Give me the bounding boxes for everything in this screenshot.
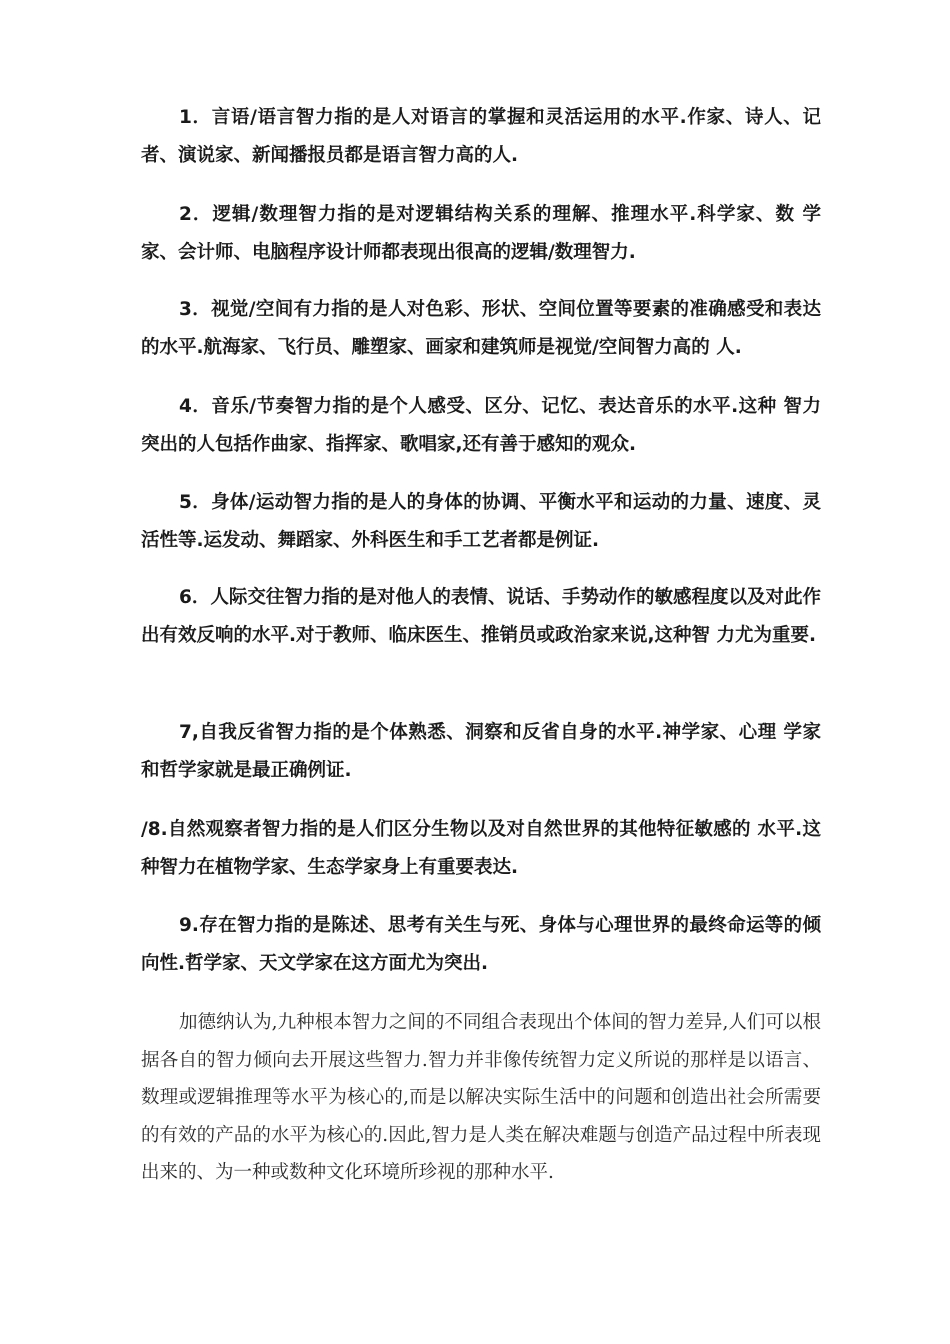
paragraph-interpersonal-intelligence: 6．人际交往智力指的是对他人的表情、说话、手势动作的敏感程度以及对此作出有效反响的水平.对于教师、临床医生、推销员或政治家来说,这种智 力尤为重要. (141, 587, 821, 646)
paragraph-bodily-kinesthetic-intelligence: 5．身体/运动智力指的是人的身体的协调、平衡水平和运动的力量、速度、灵活性等.运发动、舞蹈家、外科医生和手工艺者都是例证. (141, 492, 821, 551)
paragraph-musical-intelligence: 4．音乐/节奏智力指的是个人感受、区分、记忆、表达音乐的水平.这种 智力突出的人包括作曲家、指挥家、歌唱家,还有善于感知的观众. (141, 396, 821, 455)
paragraph-logical-mathematical-intelligence: 2．逻辑/数理智力指的是对逻辑结构关系的理解、推理水平.科学家、数 学家、会计师、电脑程序设计师都表现出很高的逻辑/数理智力. (141, 204, 821, 263)
paragraph-existential-intelligence: 9.存在智力指的是陈述、思考有关生与死、身体与心理世界的最终命运等的倾向性.哲学家、天文学家在这方面尤为突出. (141, 915, 821, 974)
paragraph-naturalist-intelligence: /8.自然观察者智力指的是人们区分生物以及对自然世界的其他特征敏感的 水平.这种智力在植物学家、生态学家身上有重要表达. (141, 819, 821, 878)
paragraph-gardner-summary: 加德纳认为,九种根本智力之间的不同组合表现出个体间的智力差异,人们可以根据各自的智力倾向去开展这些智力.智力并非像传统智力定义所说的那样是以语言、数理或逻辑推理等水平为核心的,而是以解决实际生活中的问题和创造出社会所需要的有效的产品的水平为核心的.因此,智力是人类在解决难题与创造产品过程中所表现出来的、为一种或数种文化环境所珍视的那种水平. (141, 1012, 821, 1183)
paragraph-intrapersonal-intelligence: 7,自我反省智力指的是个体熟悉、洞察和反省自身的水平.神学家、心理 学家和哲学家就是最正确例证. (141, 722, 821, 781)
paragraph-visual-spatial-intelligence: 3．视觉/空间有力指的是人对色彩、形状、空间位置等要素的准确感受和表达的水平.航海家、飞行员、雕塑家、画家和建筑师是视觉/空间智力高的 人. (141, 299, 821, 358)
paragraph-linguistic-intelligence: 1．言语/语言智力指的是人对语言的掌握和灵活运用的水平.作家、诗人、记者、演说家、新闻播报员都是语言智力高的人. (141, 107, 821, 166)
